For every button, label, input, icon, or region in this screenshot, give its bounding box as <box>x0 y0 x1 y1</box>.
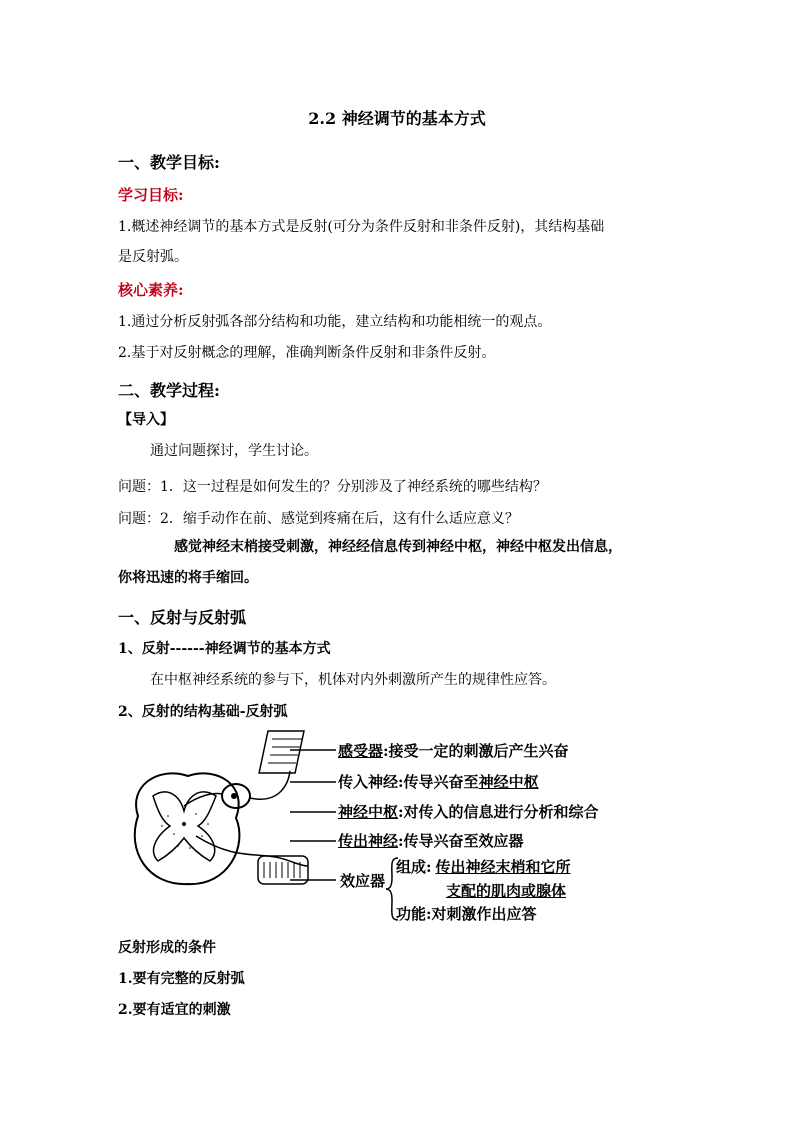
conditions-heading: 反射形成的条件 <box>118 940 216 956</box>
reflex-definition-label: 1、反射------神经调节的基本方式 <box>118 641 331 657</box>
receptor-name: 感受器 <box>338 742 384 760</box>
section-heading-objectives: 一、教学目标: <box>118 153 220 172</box>
core-literacy-item-2: 2.基于对反射概念的理解，准确判断条件反射和非条件反射。 <box>118 345 496 361</box>
answer-line-1: 感觉神经末梢接受刺激，神经经信息传到神经中枢，神经中枢发出信息， <box>174 539 622 555</box>
reflex-definition-text: 在中枢神经系统的参与下，机体对内外刺激所产生的规律性应答。 <box>150 672 556 688</box>
efferent-desc: :传导兴奋至效应器 <box>398 832 524 850</box>
reflex-arc-label: 2、反射的结构基础-反射弧 <box>118 704 288 720</box>
receptor-label <box>338 740 569 761</box>
learning-goal-line-2: 是反射弧。 <box>118 249 188 265</box>
learning-goal-line-1: 1.概述神经调节的基本方式是反射(可分为条件反射和非条件反射)，其结构基础 <box>118 219 605 235</box>
intro-text: 通过问题探讨，学生讨论。 <box>150 443 318 459</box>
effector-comp-a: 传出神经末梢和它所 <box>435 858 571 876</box>
section-heading-reflex: 一、反射与反射弧 <box>118 608 247 627</box>
core-literacy-label: 核心素养: <box>118 281 184 299</box>
center-desc: :对传入的信息进行分析和综合 <box>398 803 599 821</box>
answer-line-2: 你将迅速的将手缩回。 <box>118 570 258 586</box>
afferent-desc-b: 神经中枢 <box>478 773 539 791</box>
page-title: 2.2 神经调节的基本方式 <box>308 109 486 128</box>
center-name: 神经中枢 <box>338 803 399 821</box>
afferent-desc-a: :传导兴奋至 <box>398 773 479 791</box>
effector-composition-line-1 <box>396 856 571 877</box>
center-label <box>338 801 599 822</box>
effector-comp-b: 支配的肌肉或腺体 <box>446 882 567 900</box>
condition-item-1: 1.要有完整的反射弧 <box>118 971 245 987</box>
afferent-label <box>338 771 539 792</box>
question-2: 问题：2．缩手动作在前、感觉到疼痛在后，这有什么适应意义？ <box>118 511 519 527</box>
afferent-name: 传入神经 <box>338 773 399 791</box>
condition-item-2: 2.要有适宜的刺激 <box>118 1002 231 1018</box>
learning-goals-label: 学习目标: <box>118 186 184 204</box>
section-heading-process: 二、教学过程: <box>118 381 220 400</box>
effector-name: 效应器 <box>340 872 386 890</box>
effector-comp-label: 组成: <box>396 858 432 876</box>
core-literacy-item-1: 1.通过分析反射弧各部分结构和功能，建立结构和功能相统一的观点。 <box>118 314 552 330</box>
effector-function: 功能:对刺激作出应答 <box>396 905 537 923</box>
intro-label: 【导入】 <box>118 412 174 428</box>
receptor-desc: :接受一定的刺激后产生兴奋 <box>383 742 569 760</box>
efferent-label <box>338 830 524 851</box>
central-canal <box>182 822 186 826</box>
efferent-name: 传出神经 <box>338 832 399 850</box>
question-1: 问题：1．这一过程是如何发生的？分别涉及了神经系统的哪些结构？ <box>118 479 547 495</box>
